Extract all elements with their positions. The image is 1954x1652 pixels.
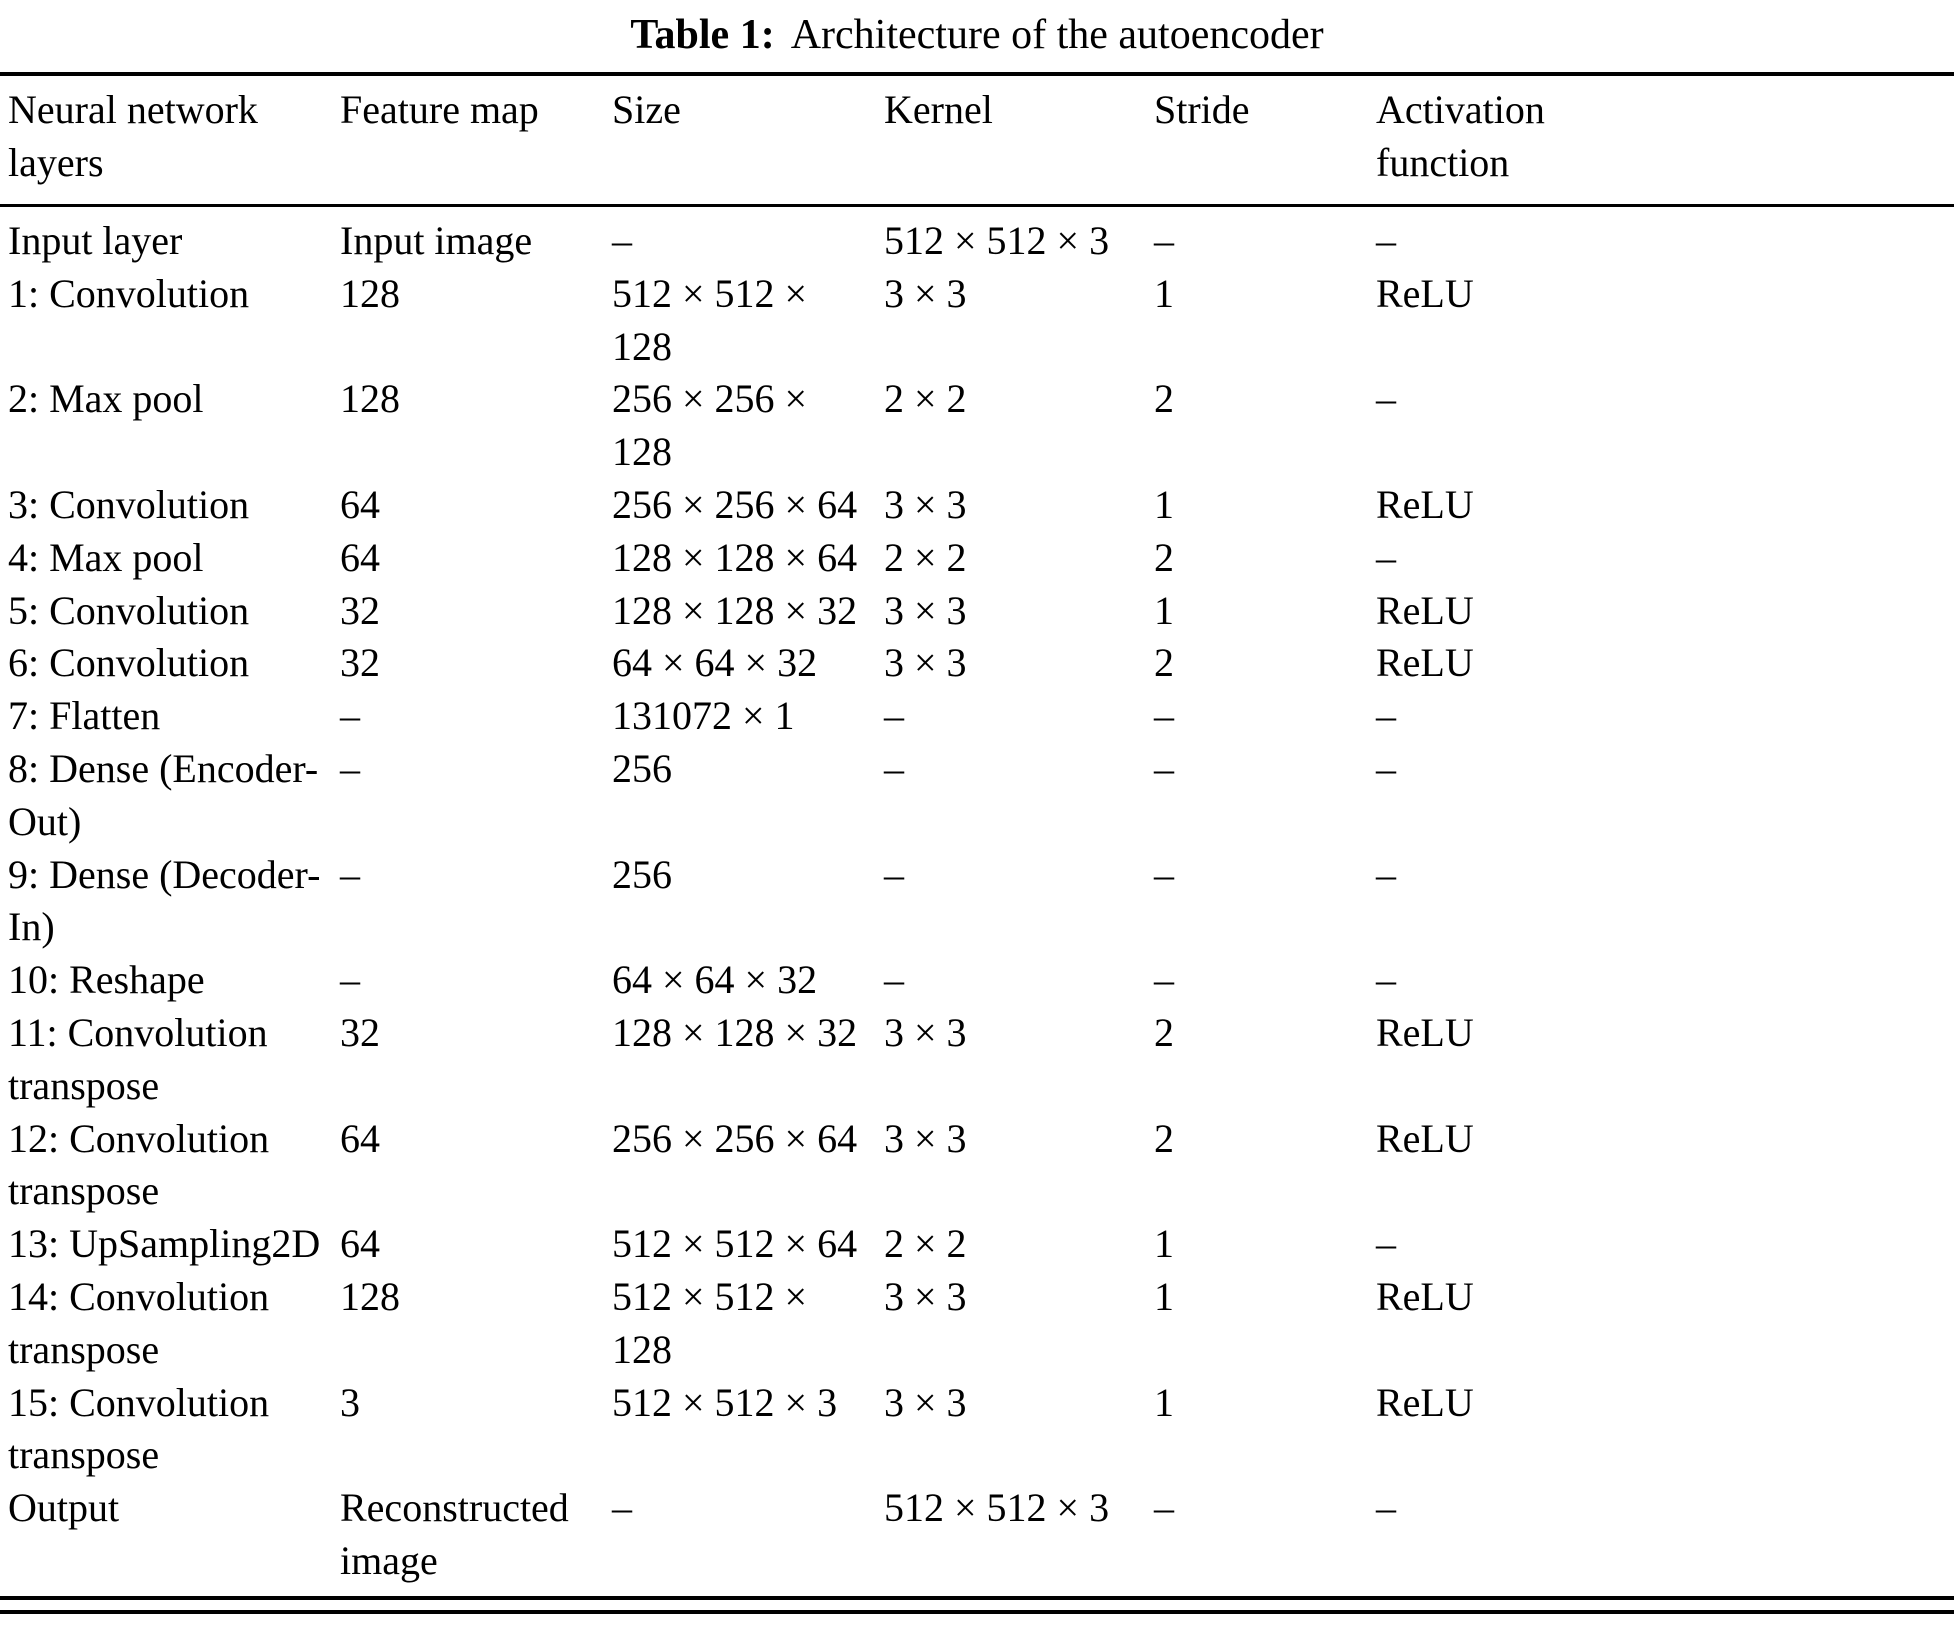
table-row (0, 1007, 1954, 1113)
table-cell: 512 × 512 × 3 (884, 1485, 1110, 1531)
table-cell: 11: Convolution transpose (8, 1009, 268, 1108)
table-cell: 256 × 256 × 64 (612, 1115, 858, 1161)
table-cell: 2 (1154, 1009, 1174, 1055)
table-cell: 256 (612, 851, 672, 897)
caption-text: Architecture of the autoencoder (790, 12, 1324, 58)
table-cell: – (612, 1485, 632, 1531)
table-cell: 2 × 2 (884, 534, 967, 580)
table-cell: ReLU (1376, 481, 1474, 527)
table-cell: 32 (340, 1009, 380, 1055)
table-cell: 12: Convolution transpose (8, 1115, 270, 1214)
table-cell: Input layer (8, 217, 183, 263)
table-cell: 512 × 512 × 64 (612, 1221, 858, 1267)
column-header-layers (0, 74, 340, 205)
table-cell: 14: Convolution transpose (8, 1273, 270, 1372)
table-cell: – (1154, 693, 1174, 739)
table-cell: 3 × 3 (884, 1009, 967, 1055)
table-cell: 32 (340, 587, 380, 633)
table-cell: 5: Convolution (8, 587, 250, 633)
table-cell: 1 (1154, 1221, 1174, 1267)
table-cell: 128 × 128 × 32 (612, 1009, 858, 1055)
column-header-size (612, 74, 884, 205)
table-cell: 1 (1154, 1273, 1174, 1319)
table-cell: 8: Dense (Encoder-Out) (8, 745, 319, 844)
table-cell: – (340, 851, 360, 897)
table-cell: 128 × 128 × 32 (612, 587, 858, 633)
table-cell: – (1376, 217, 1396, 263)
table-cell: 64 (340, 1115, 380, 1161)
table-cell: 3 (340, 1379, 360, 1425)
table-cell: 512 × 512 × 128 (612, 270, 808, 369)
table-cell: – (1154, 957, 1174, 1003)
table-cell: 1 (1154, 270, 1174, 316)
column-header-label: Neural network layers (8, 87, 258, 186)
table-row (0, 1218, 1954, 1271)
table-cell: 13: UpSampling2D (8, 1221, 321, 1267)
table-row (0, 1271, 1954, 1377)
table-row (0, 690, 1954, 743)
table-cell: – (1376, 376, 1396, 422)
table-row (0, 532, 1954, 585)
table-cell: Input image (340, 217, 533, 263)
table-row (0, 637, 1954, 690)
table-cell: – (1154, 851, 1174, 897)
table-row (0, 743, 1954, 849)
column-header-label: Stride (1154, 87, 1250, 133)
table-cell: 64 (340, 1221, 380, 1267)
table-cell: 1 (1154, 587, 1174, 633)
table-cell: – (1154, 1485, 1174, 1531)
table-cell: 2: Max pool (8, 376, 204, 422)
table-cell: – (884, 851, 904, 897)
column-header-label: Feature map (340, 87, 539, 133)
table-cell: 3 × 3 (884, 1273, 967, 1319)
table-cell: – (1154, 745, 1174, 791)
table-cell: ReLU (1376, 1273, 1474, 1319)
table-cell: 15: Convolution transpose (8, 1379, 270, 1478)
table-cell: 512 × 512 × 128 (612, 1273, 808, 1372)
table-cell: 1 (1154, 1379, 1174, 1425)
column-header-label: Kernel (884, 87, 993, 133)
table-cell: 512 × 512 × 3 (884, 217, 1110, 263)
architecture-table (0, 72, 1954, 1599)
table-cell: – (884, 693, 904, 739)
table-row (0, 1377, 1954, 1483)
table-cell: 1 (1154, 481, 1174, 527)
column-header-activation (1376, 74, 1954, 205)
table-figure (0, 10, 1954, 1614)
table-cell: – (1376, 957, 1396, 1003)
table-cell: 64 × 64 × 32 (612, 640, 818, 686)
table-cell: 7: Flatten (8, 693, 161, 739)
table-cell: 2 (1154, 1115, 1174, 1161)
table-cell: – (340, 693, 360, 739)
table-cell: – (340, 957, 360, 1003)
table-cell: ReLU (1376, 270, 1474, 316)
column-header-stride (1154, 74, 1376, 205)
table-cell: 6: Convolution (8, 640, 250, 686)
table-body (0, 205, 1954, 1597)
table-cell: 2 × 2 (884, 1221, 967, 1267)
table-cell: 256 × 256 × 128 (612, 376, 808, 475)
table-cell: 10: Reshape (8, 957, 205, 1003)
table-cell: 64 × 64 × 32 (612, 957, 818, 1003)
table-cell: – (884, 745, 904, 791)
table-row (0, 373, 1954, 479)
caption-label: Table 1: (630, 12, 775, 58)
table-cell: Output (8, 1485, 120, 1531)
column-header-label: Size (612, 87, 681, 133)
table-cell: 3 × 3 (884, 587, 967, 633)
table-cell: – (340, 745, 360, 791)
table-cell: 128 (340, 1273, 400, 1319)
table-cell: 64 (340, 534, 380, 580)
table-cell: 3 × 3 (884, 270, 967, 316)
table-cell: 512 × 512 × 3 (612, 1379, 838, 1425)
table-cell: – (884, 957, 904, 1003)
table-caption (0, 10, 1954, 60)
table-cell: 3 × 3 (884, 640, 967, 686)
table-cell: 4: Max pool (8, 534, 204, 580)
table-cell: – (1376, 851, 1396, 897)
table-cell: 2 × 2 (884, 376, 967, 422)
table-cell: – (1376, 745, 1396, 791)
table-cell: Reconstructed image (340, 1485, 569, 1583)
table-cell: 2 (1154, 534, 1174, 580)
table-row (0, 268, 1954, 374)
table-cell: ReLU (1376, 587, 1474, 633)
table-cell: 131072 × 1 (612, 693, 795, 739)
table-cell: 9: Dense (Decoder-In) (8, 851, 321, 950)
table-cell: ReLU (1376, 1009, 1474, 1055)
table-cell: – (1376, 693, 1396, 739)
column-header-kernel (884, 74, 1154, 205)
header-row (0, 74, 1954, 205)
table-cell: 3: Convolution (8, 481, 250, 527)
table-wrapper (0, 72, 1954, 1613)
table-cell: 2 (1154, 376, 1174, 422)
table-cell: 128 (340, 270, 400, 316)
table-cell: 3 × 3 (884, 1379, 967, 1425)
table-cell: 256 (612, 745, 672, 791)
column-header-label: Activation function (1376, 87, 1545, 186)
table-cell: 128 (340, 376, 400, 422)
table-cell: ReLU (1376, 640, 1474, 686)
table-cell: 32 (340, 640, 380, 686)
table-cell: 256 × 256 × 64 (612, 481, 858, 527)
table-cell: – (1154, 217, 1174, 263)
table-cell: 128 × 128 × 64 (612, 534, 858, 580)
table-cell: 3 × 3 (884, 1115, 967, 1161)
table-row (0, 1113, 1954, 1219)
table-cell: – (612, 217, 632, 263)
table-cell: 3 × 3 (884, 481, 967, 527)
table-cell: – (1376, 1485, 1396, 1531)
table-row (0, 1482, 1954, 1598)
table-cell: 64 (340, 481, 380, 527)
table-cell: 1: Convolution (8, 270, 250, 316)
table-row (0, 479, 1954, 532)
table-row (0, 954, 1954, 1007)
table-cell: – (1376, 534, 1396, 580)
table-row (0, 849, 1954, 955)
table-cell: ReLU (1376, 1379, 1474, 1425)
table-cell: – (1376, 1221, 1396, 1267)
column-header-feature-map (340, 74, 612, 205)
table-cell: 2 (1154, 640, 1174, 686)
table-row (0, 585, 1954, 638)
table-cell: ReLU (1376, 1115, 1474, 1161)
table-row (0, 205, 1954, 267)
